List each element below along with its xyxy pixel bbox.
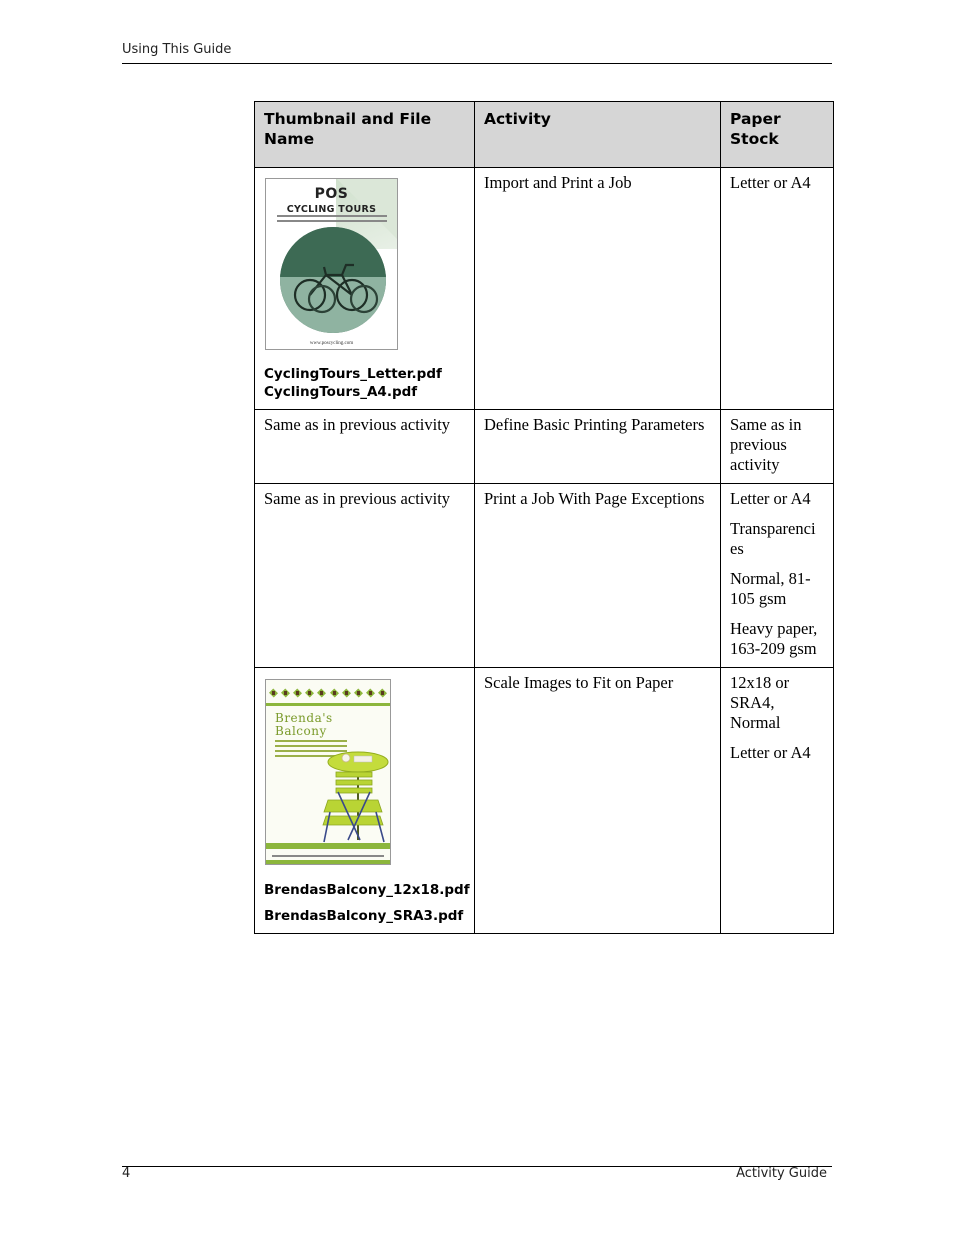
paper-stock-item: Letter or A4: [730, 743, 811, 762]
paper-stock-cell: [721, 168, 834, 410]
file-name: CyclingTours_Letter.pdf: [264, 366, 442, 382]
chair-and-table-icon: [266, 680, 390, 864]
paper-stock-cell: [721, 668, 834, 934]
paper-stock-item: Letter or A4: [730, 173, 811, 192]
file-name: CyclingTours_A4.pdf: [264, 384, 418, 400]
paper-stock-item: Same as in previous activity: [730, 415, 802, 474]
activity-cell: Scale Images to Fit on Paper: [475, 668, 721, 934]
paper-stock-item: Heavy paper, 163-209 gsm: [730, 619, 818, 658]
running-header: Using This Guide: [122, 42, 232, 57]
thumbnail-title: POS: [314, 186, 349, 202]
activity-table: [254, 101, 834, 934]
column-header-thumbnail: Thumbnail and File Name: [255, 102, 475, 168]
table-row: [255, 484, 834, 668]
paper-stock-item: 12x18 or SRA4, Normal: [730, 673, 790, 732]
thumbnail-subtitle: CYCLING TOURS: [286, 204, 377, 215]
thumbnail-cell: Same as in previous activity: [255, 484, 475, 668]
file-name: BrendasBalcony_12x18.pdf: [264, 882, 470, 898]
column-header-paper-stock: Paper Stock: [721, 102, 834, 168]
table-row: [255, 168, 834, 410]
paper-stock-cell: [721, 410, 834, 484]
column-header-activity: Activity: [475, 102, 721, 168]
footer-rule: [122, 1166, 832, 1167]
footer-title: Activity Guide: [736, 1166, 827, 1181]
thumbnail-cell: Same as in previous activity: [255, 410, 475, 484]
table-row: [255, 668, 834, 934]
thumbnail-cell: [255, 668, 475, 934]
paper-stock-cell: [721, 484, 834, 668]
cycling-tours-thumbnail: [265, 178, 398, 350]
paper-stock-item: Transparenci es: [730, 519, 816, 558]
table-row: [255, 410, 834, 484]
page-number: 4: [122, 1166, 131, 1181]
file-name: BrendasBalcony_SRA3.pdf: [264, 908, 464, 924]
activity-cell: Define Basic Printing Parameters: [475, 410, 721, 484]
paper-stock-item: Normal, 81-105 gsm: [730, 569, 811, 608]
thumbnail-url: www.poscycling.com: [309, 341, 354, 346]
thumbnail-blurb: [277, 215, 387, 225]
activity-cell: Import and Print a Job: [475, 168, 721, 410]
activity-cell: Print a Job With Page Exceptions: [475, 484, 721, 668]
header-rule: [122, 63, 832, 64]
paper-stock-item: Letter or A4: [730, 489, 811, 508]
thumbnail-title: Brenda's Balcony: [275, 711, 333, 738]
brendas-balcony-thumbnail: [265, 679, 391, 865]
table-header-row: [255, 102, 834, 168]
bicycle-icon: [280, 227, 386, 333]
bicycle-photo: [280, 227, 386, 333]
thumbnail-cell: [255, 168, 475, 410]
